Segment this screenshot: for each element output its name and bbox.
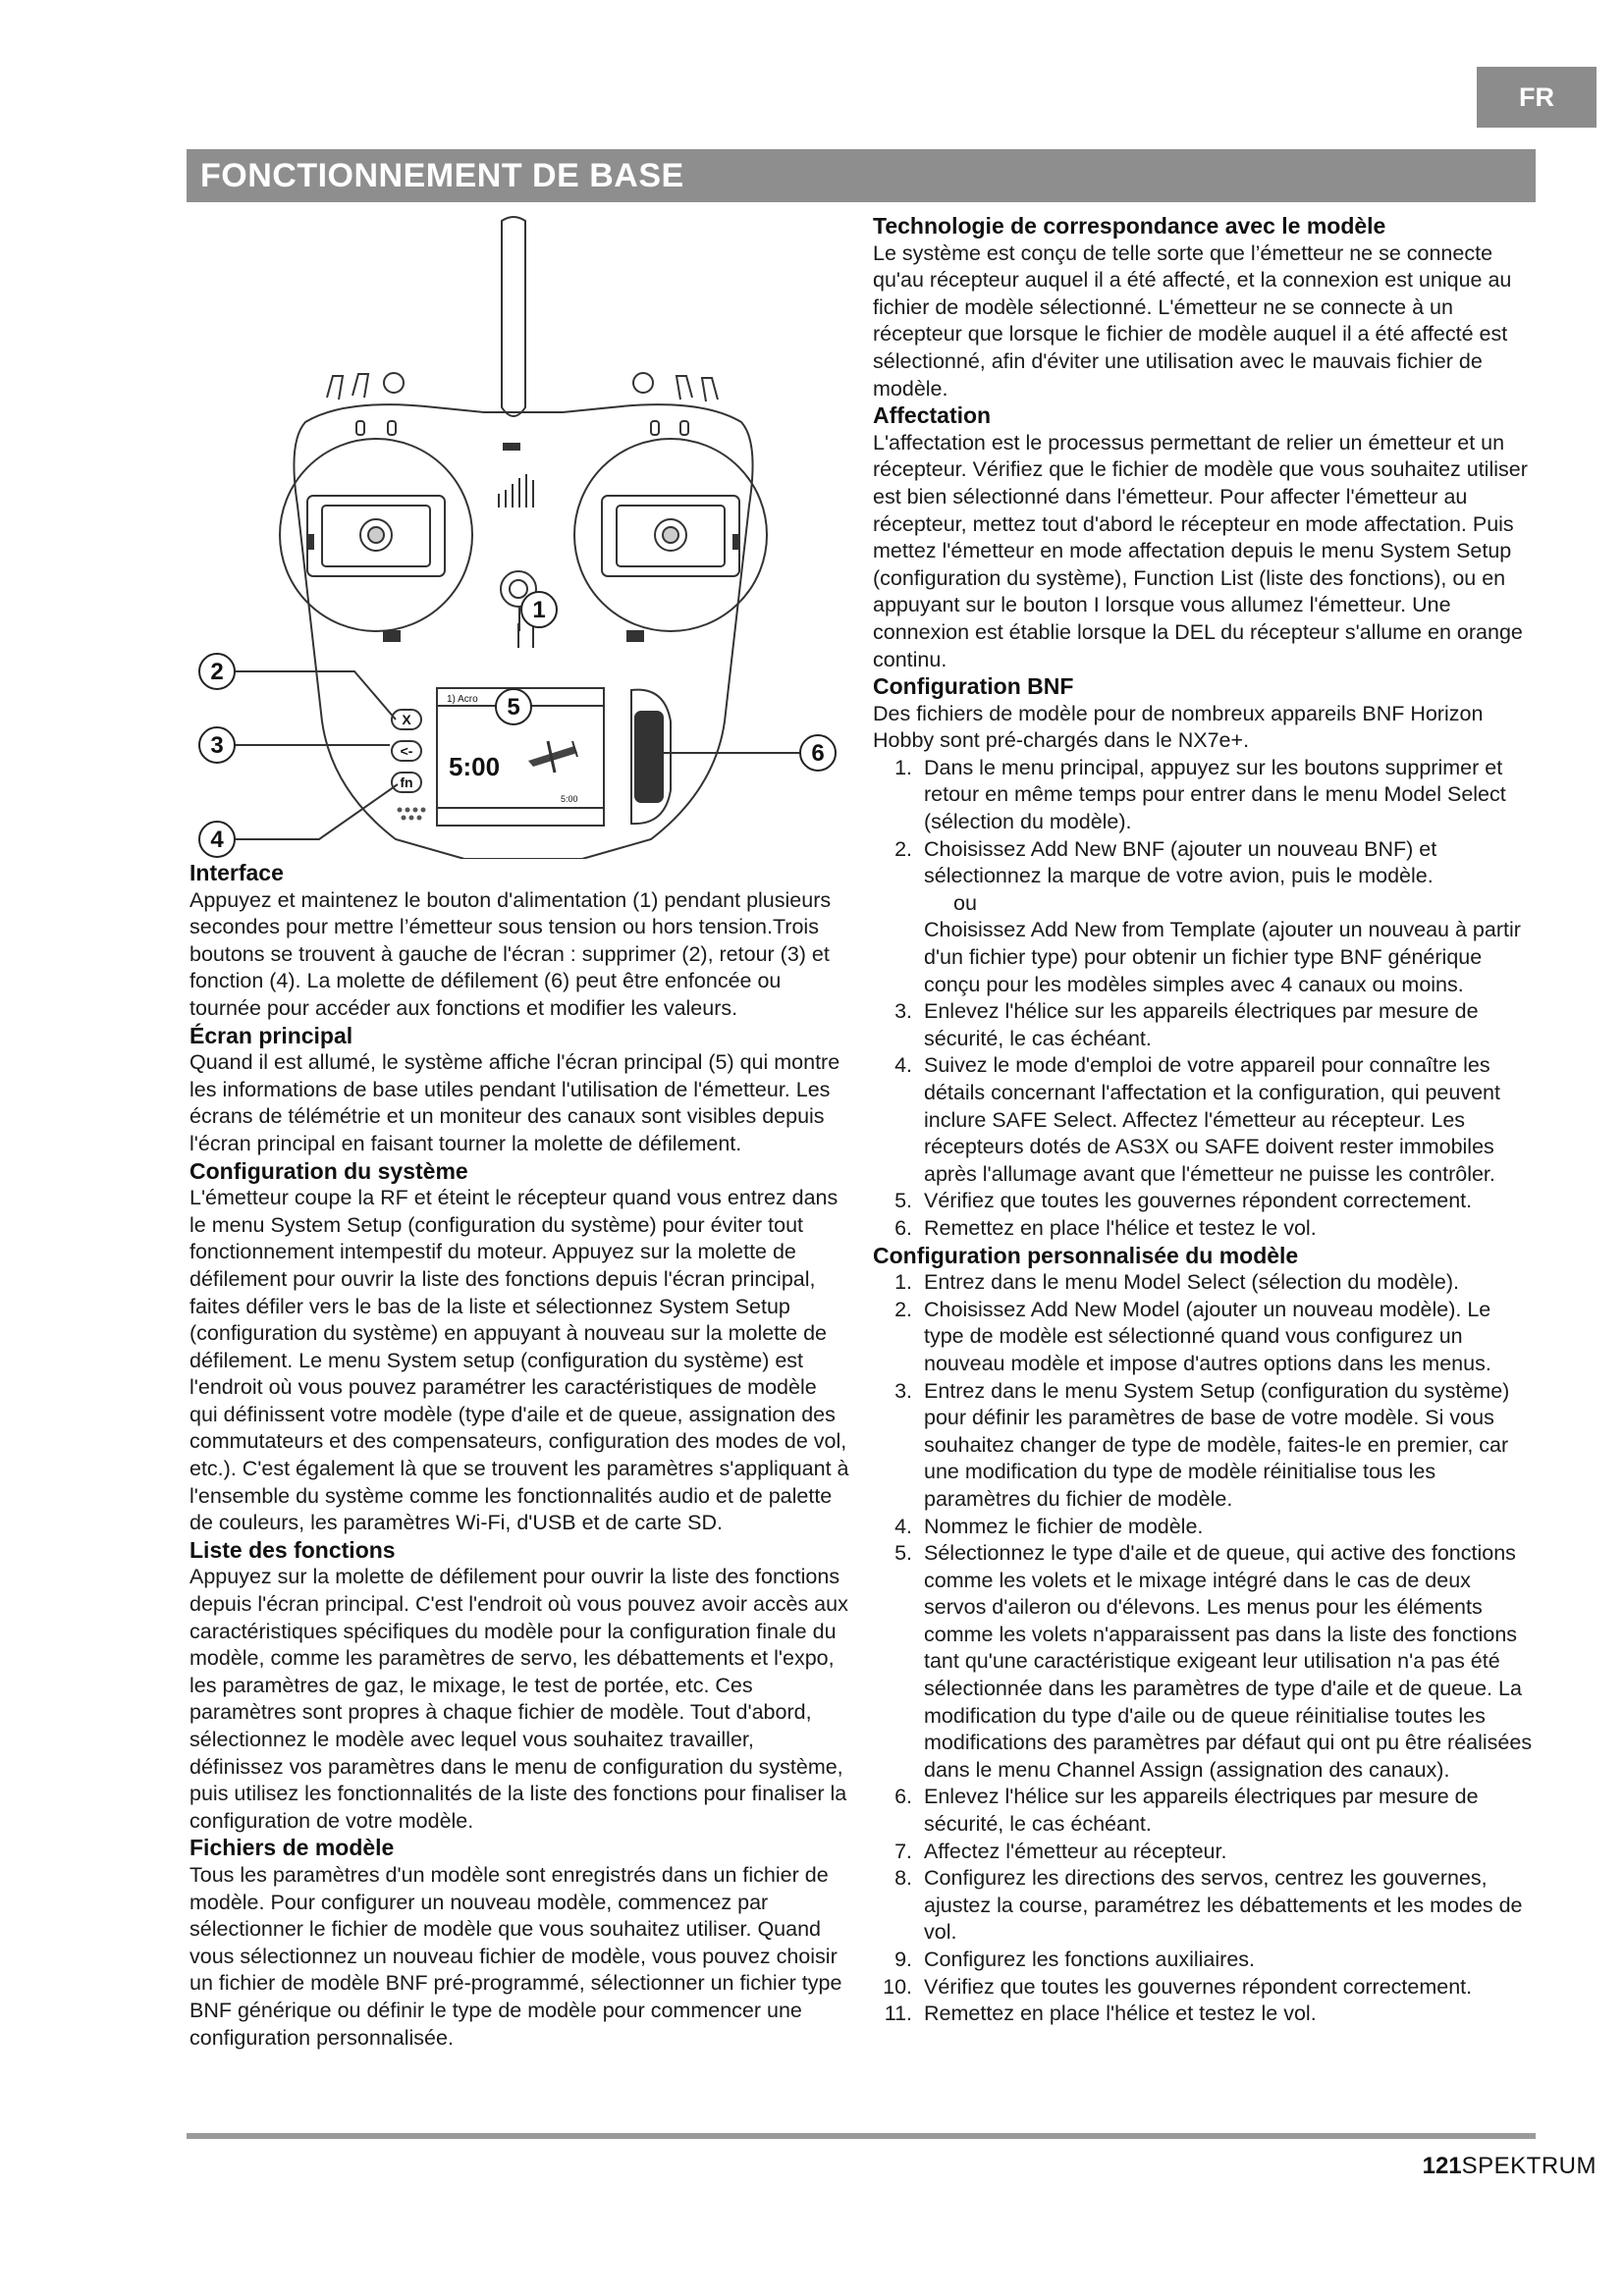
bnf-step-2-or: ou bbox=[953, 890, 977, 915]
bnf-step-2-text: Choisissez Add New BNF (ajouter un nouveau BNF) et sélectionnez la marque de votre avion, puis le modèle. bbox=[924, 836, 1437, 888]
list-item: 10. Vérifiez que toutes les gouvernes répondent correctement. bbox=[918, 1974, 1533, 2002]
body-model-files: Tous les paramètres d'un modèle sont enregistrés dans un fichier de modèle. Pour configurer un nouveau modèle, commencez par sélectionner le fichier de modèle que vous souhaitez utiliser. Quand vous sélectionnez un nouveau fichier de modèle, vous pouvez choisir un fichier de modèle BNF pré-programmé, sélectionner un fichier type BNF générique ou définir le type de modèle pour commencer une configuration personnalisée. bbox=[189, 1862, 842, 2050]
switch-left-inner bbox=[352, 374, 368, 398]
svg-text:X: X bbox=[402, 712, 411, 727]
list-item: 5. Vérifiez que toutes les gouvernes répondent correctement. bbox=[918, 1188, 1533, 1215]
page-number: 121 bbox=[1422, 2153, 1462, 2179]
heading-model-files: Fichiers de modèle bbox=[189, 1835, 395, 1861]
section-banner: FONCTIONNEMENT DE BASE bbox=[187, 149, 1536, 202]
body-function-list: Appuyez sur la molette de défilement pour ouvrir la liste des fonctions depuis l'écran principal. C'est l'endroit où vous pouvez avoir accès aux caractéristiques spécifiques du modèle pour la configuration finale du modèle, comme les paramètres de servo, les débattements et l'expo, les paramètres de gaz, le mixage, le test de portée, etc. Ces paramètres sont propres à chaque fichier de modèle. Tout d'abord, sélectionnez le modèle avec lequel vous souhaitez travailler, définissez vos paramètres dans le menu de configuration du système, puis utilisez les fonctionnalités de la liste des fonctions pour finaliser la configuration de votre modèle. bbox=[189, 1565, 848, 1833]
svg-text:<-: <- bbox=[400, 743, 413, 759]
screen-corner-value: 5:00 bbox=[561, 794, 578, 804]
transmitter-illustration bbox=[189, 211, 849, 859]
antenna bbox=[502, 217, 525, 416]
body-system-setup: L'émetteur coupe la RF et éteint le récepteur quand vous entrez dans le menu System Setup (configuration du système) pour éviter tout fonctionnement intempestif du moteur. Appuyez sur la molette de défilement pour ouvrir la liste des fonctions depuis l'écran principal, faites défiler vers le bas de la liste et sélectionnez System Setup (configuration du système) en appuyant à nouveau sur la molette de défilement. Le menu System setup (configuration du système) est l'endroit où vous pouvez paramétrer les caractéristiques de modèle qui définissent votre modèle (type d'aile et de queue, assignation des commutateurs et des compensateurs, configuration des modes de vol, etc.). C'est également là que se trouvent les paramètres s'appliquant à l'ensemble du système comme les fonctionnalités audio et de palette de couleurs, les paramètres Wi-Fi, d'USB et de carte SD. bbox=[189, 1186, 849, 1535]
switch-left-outer bbox=[327, 376, 343, 400]
list-item: 9. Configurez les fonctions auxiliaires. bbox=[918, 1947, 1533, 1974]
page-footer bbox=[1423, 2153, 1597, 2180]
knob-right bbox=[633, 373, 653, 393]
bnf-step-2-alt: Choisissez Add New from Template (ajouter un nouveau à partir d'un fichier type) pour obtenir un fichier type BNF générique conçu pour les modèles simples avec 4 canaux ou moins. bbox=[924, 918, 1521, 996]
callout-3: 3 bbox=[210, 732, 224, 759]
heading-model-match: Technologie de correspondance avec le modèle bbox=[873, 213, 1386, 239]
body-interface: Appuyez et maintenez le bouton d'alimentation (1) pendant plusieurs secondes pour mettre l’émetteur sous tension ou hors tension.Trois boutons se trouvent à gauche de l'écran : supprimer (2), retour (3) et fonction (4). La molette de défilement (6) peut être enfoncée ou tournée pour accéder aux fonctions et modifier les valeurs. bbox=[189, 887, 832, 1020]
language-tab: FR bbox=[1477, 67, 1597, 128]
heading-custom-setup: Configuration personnalisée du modèle bbox=[873, 1242, 1299, 1268]
list-item: 2. Choisissez Add New Model (ajouter un nouveau modèle). Le type de modèle est sélectionné quand vous configurez un nouveau modèle et impose d'autres options dans les menus. bbox=[918, 1297, 1533, 1378]
list-item: 6. Enlevez l'hélice sur les appareils électriques par mesure de sécurité, le cas échéant. bbox=[918, 1784, 1533, 1838]
list-item bbox=[918, 836, 1533, 999]
custom-steps-list bbox=[873, 1269, 1533, 2028]
body-binding: L'affectation est le processus permettant de relier un émetteur et un récepteur. Vérifiez que le fichier de modèle que vous souhaitez utiliser est bien sélectionné dans l'émetteur. Pour affecter l'émetteur au récepteur, mettez tout d'abord le récepteur en mode affectation. Puis mettez l'émetteur en mode affectation depuis le menu System Setup (configuration du système), Function List (liste des fonctions), ou en appuyant sur le bouton I lorsque vous allumez l'émetteur. Une connexion est établie lorsque la DEL du récepteur s'allume en orange continu. bbox=[873, 430, 1528, 671]
heading-interface: Interface bbox=[189, 860, 284, 885]
heading-main-screen: Écran principal bbox=[189, 1022, 353, 1048]
body-main-screen: Quand il est allumé, le système affiche l'écran principal (5) qui montre les informations de base utiles pendant l'utilisation de l'émetteur. Les écrans de télémétrie et un moniteur des canaux sont visibles depuis l'écran principal en faisant tourner la molette de défilement. bbox=[189, 1050, 840, 1155]
left-column bbox=[189, 860, 849, 2052]
brand-logo: SPEKTRUM bbox=[1461, 2153, 1597, 2179]
callout-6: 6 bbox=[811, 740, 825, 767]
body-model-match: Le système est conçu de telle sorte que l’émetteur ne se connecte qu'au récepteur auquel il a été affecté, et la connexion est unique au fichier de modèle sélectionné. L'émetteur ne se connecte à un récepteur que lorsque le fichier de modèle auquel il a été affecté est sélectionné, afin d'éviter une utilisation avec le mauvais fichier de modèle. bbox=[873, 240, 1512, 400]
right-column bbox=[873, 213, 1533, 2028]
screen-model-name: 1) Acro bbox=[447, 694, 478, 705]
heading-system-setup: Configuration du système bbox=[189, 1157, 468, 1184]
bnf-steps-list bbox=[873, 755, 1533, 1243]
list-item: 1. Dans le menu principal, appuyez sur les boutons supprimer et retour en même temps pour entrer dans le menu Model Select (sélection du modèle). bbox=[918, 755, 1533, 836]
heading-function-list: Liste des fonctions bbox=[189, 1536, 396, 1563]
callout-5: 5 bbox=[507, 694, 520, 721]
body-bnf-intro: Des fichiers de modèle pour de nombreux appareils BNF Horizon Hobby sont pré-chargés dans le NX7e+. bbox=[873, 701, 1484, 753]
list-item: 4. Suivez le mode d'emploi de votre appareil pour connaître les détails concernant l'affectation et la configuration, qui peuvent inclure SAFE Select. Affectez l'émetteur au récepteur. Les récepteurs dotés de AS3X ou SAFE doivent rester immobiles après l'allumage avant que l'émetteur ne puisse les contrôler. bbox=[918, 1052, 1533, 1188]
leader-2 bbox=[217, 671, 396, 720]
callout-2: 2 bbox=[210, 659, 224, 685]
svg-text:fn: fn bbox=[400, 774, 413, 790]
list-item: 7. Affectez l'émetteur au récepteur. bbox=[918, 1839, 1533, 1866]
list-item: 4. Nommez le fichier de modèle. bbox=[918, 1514, 1533, 1541]
switch-right-outer bbox=[702, 378, 718, 401]
list-item: 11. Remettez en place l'hélice et testez le vol. bbox=[918, 2001, 1533, 2028]
heading-binding: Affectation bbox=[873, 402, 992, 429]
transmitter-figure bbox=[189, 211, 849, 859]
switch-right-inner bbox=[677, 376, 692, 400]
list-item: 6. Remettez en place l'hélice et testez le vol. bbox=[918, 1215, 1533, 1243]
heading-bnf-setup: Configuration BNF bbox=[873, 673, 1074, 700]
list-item: 1. Entrez dans le menu Model Select (sélection du modèle). bbox=[918, 1269, 1533, 1297]
leader-4 bbox=[217, 784, 398, 839]
callout-1: 1 bbox=[532, 597, 546, 623]
list-item: 3. Enlevez l'hélice sur les appareils électriques par mesure de sécurité, le cas échéant. bbox=[918, 998, 1533, 1052]
transmitter-body bbox=[294, 404, 752, 859]
list-item: 3. Entrez dans le menu System Setup (configuration du système) pour définir les paramètres de base de votre modèle. Si vous souhaitez changer de type de modèle, faites-le en premier, car une modification du type de modèle réinitialise tous les paramètres du fichier de modèle. bbox=[918, 1378, 1533, 1514]
bottom-rule bbox=[187, 2133, 1536, 2139]
list-item: 8. Configurez les directions des servos, centrez les gouvernes, ajustez la course, paramétrez les débattements et les modes de vol. bbox=[918, 1865, 1533, 1947]
callout-4: 4 bbox=[210, 827, 224, 853]
screen-timer: 5:00 bbox=[449, 752, 501, 781]
knob-left bbox=[384, 373, 404, 393]
list-item: 5. Sélectionnez le type d'aile et de queue, qui active des fonctions comme les volets et le mixage intégré dans le cas de deux servos d'aileron ou d'élevons. Les menus pour les éléments comme les volets n'apparaissent pas dans la liste des fonctions tant qu'une caractéristique exigeant leur utilisation n'a pas été sélectionnée dans les paramètres de type d'aile et de queue. La modification du type d'aile ou de queue réinitialise toutes les modifications des paramètres par défaut qui ont pu être réalisées dans le menu Channel Assign (assignation des canaux). bbox=[918, 1540, 1533, 1784]
scroll-wheel bbox=[635, 712, 663, 802]
